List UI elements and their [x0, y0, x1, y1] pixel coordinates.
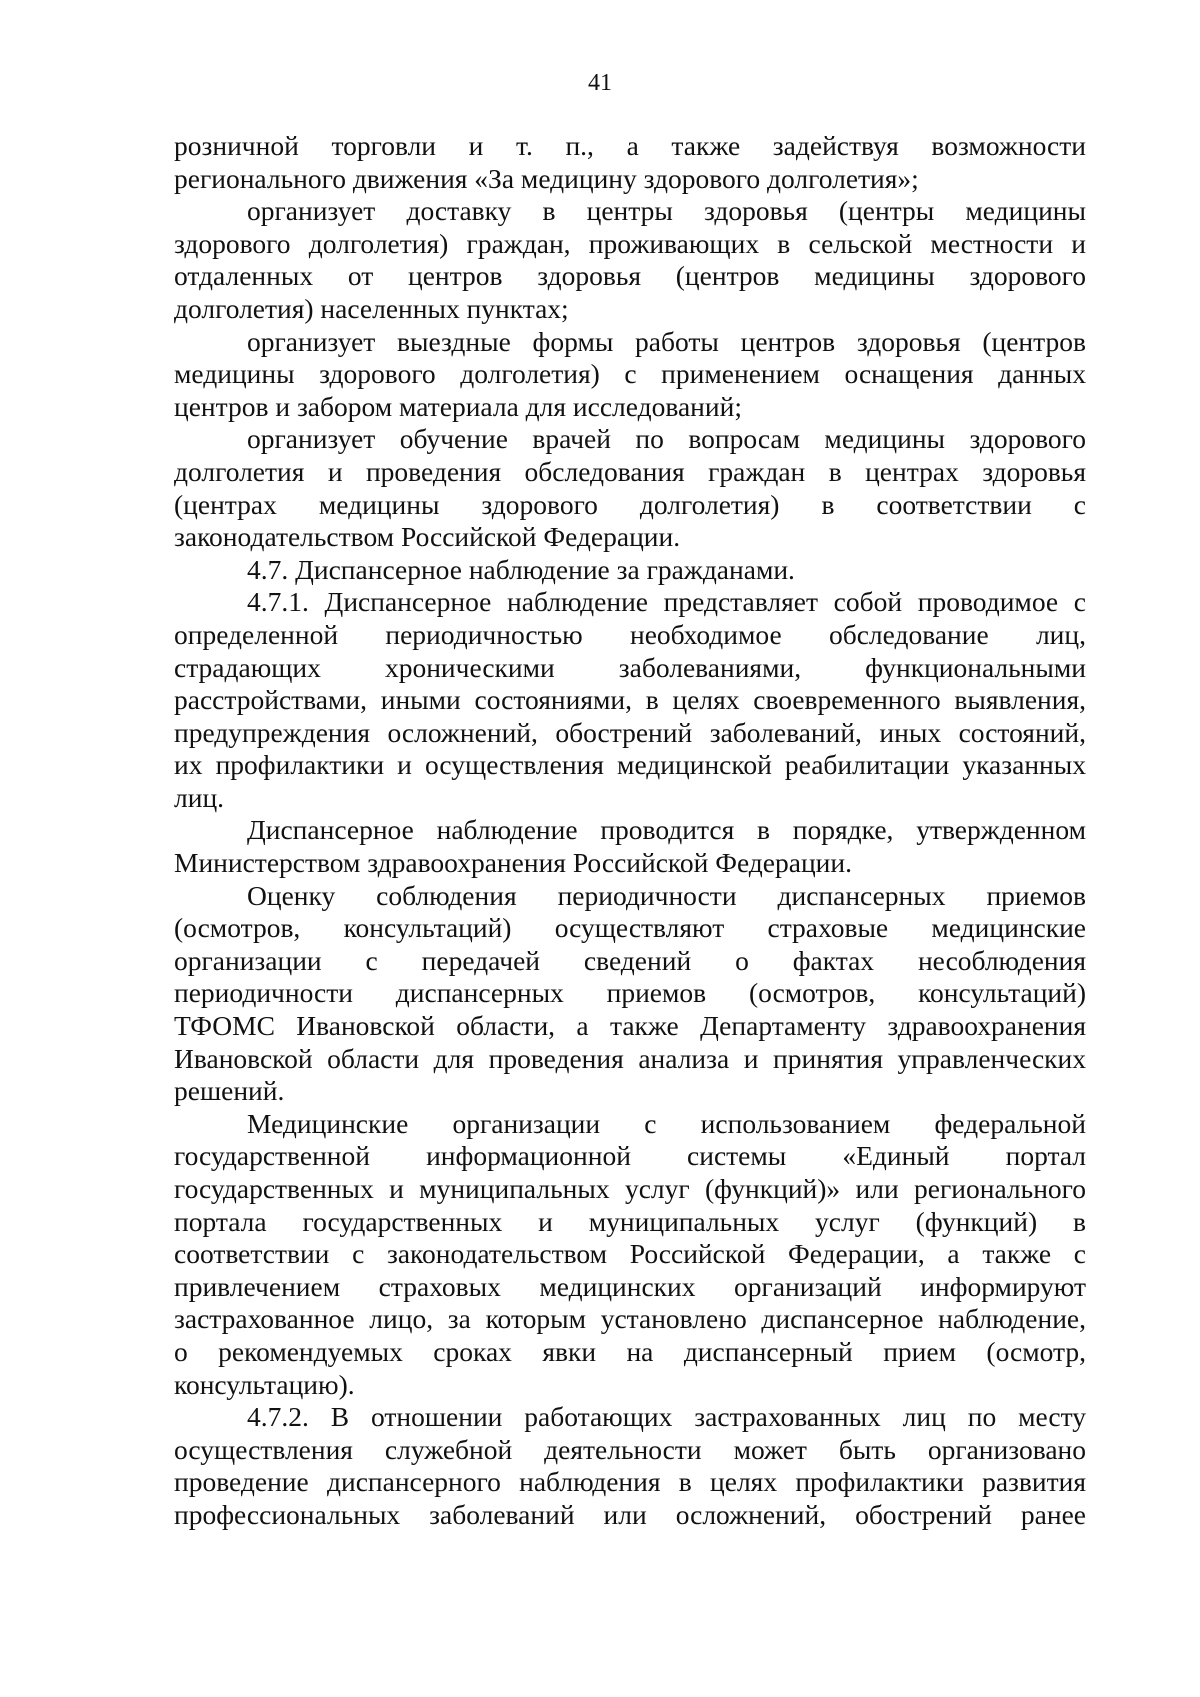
paragraph [174, 880, 1086, 1108]
text-line: лиц. [174, 781, 225, 813]
paragraph [174, 195, 1086, 325]
text-line: профессиональных заболеваний или осложнений, обострений ранее [174, 1498, 1086, 1530]
text-line: организации с передачей сведений о фактах несоблюдения [174, 944, 1086, 976]
text-line: проведение диспансерного наблюдения в целях профилактики развития [174, 1466, 1086, 1498]
paragraph [174, 586, 1086, 814]
paragraph [174, 1401, 1086, 1531]
text-line: регионального движения «За медицину здорового долголетия»; [174, 162, 919, 194]
text-line: здорового долголетия) граждан, проживающих в сельской местности и [174, 227, 1086, 259]
text-line: (центрах медицины здорового долголетия) в соответствии с [174, 488, 1086, 520]
text-line: решений. [174, 1075, 285, 1107]
text-line: законодательством Российской Федерации. [174, 521, 681, 553]
text-line: периодичности диспансерных приемов (осмотров, консультаций) [174, 977, 1086, 1009]
text-line: их профилактики и осуществления медицинской реабилитации указанных [174, 749, 1086, 781]
text-line: определенной периодичностью необходимое обследование лиц, [174, 618, 1086, 650]
text-line: Диспансерное наблюдение проводится в порядке, утвержденном [247, 814, 1086, 846]
text-line: портала государственных и муниципальных услуг (функций) в [174, 1205, 1086, 1237]
text-line: центров и забором материала для исследований; [174, 390, 742, 422]
text-line: (осмотров, консультаций) осуществляют страховые медицинские [174, 912, 1086, 944]
text-line: государственных и муниципальных услуг (функций)» или регионального [174, 1173, 1086, 1204]
text-line: расстройствами, иными состояниями, в целях своевременного выявления, [174, 684, 1086, 716]
text-line: 4.7. Диспансерное наблюдение за гражданами. [247, 553, 795, 585]
paragraph [174, 814, 1086, 879]
text-line: организует доставку в центры здоровья (центры медицины [247, 195, 1086, 227]
paragraph [174, 1108, 1086, 1401]
text-line: Медицинские организации с использованием федеральной [247, 1107, 1086, 1139]
document-body [174, 130, 1086, 1532]
text-line: 4.7.1. Диспансерное наблюдение представляет собой проводимое с [247, 586, 1086, 618]
text-line: соответствии с законодательством Российской Федерации, а также с [174, 1238, 1086, 1270]
text-line: Оценку соблюдения периодичности диспансерных приемов [247, 879, 1086, 911]
text-line: долголетия) населенных пунктах; [174, 292, 569, 324]
paragraph [174, 423, 1086, 553]
paragraph [174, 130, 1086, 195]
page-number: 41 [588, 70, 612, 96]
text-line: привлечением страховых медицинских организаций информируют [174, 1270, 1086, 1302]
text-line: 4.7.2. В отношении работающих застрахованных лиц по месту [247, 1401, 1086, 1433]
text-line: застрахованное лицо, за которым установлено диспансерное наблюдение, [174, 1303, 1086, 1335]
text-line: государственной информационной системы «Единый портал [174, 1140, 1086, 1172]
text-line: розничной торговли и т. п., а также задействуя возможности [174, 130, 1086, 161]
text-line: организует обучение врачей по вопросам медицины здорового [247, 423, 1086, 455]
text-line: консультацию). [174, 1368, 355, 1400]
text-line: предупреждения осложнений, обострений заболеваний, иных состояний, [174, 716, 1086, 748]
text-line: отдаленных от центров здоровья (центров медицины здорового [174, 260, 1086, 292]
text-line: организует выездные формы работы центров здоровья (центров [247, 325, 1086, 357]
text-line: ТФОМС Ивановской области, а также Департаменту здравоохранения [174, 1010, 1086, 1042]
text-line: Министерством здравоохранения Российской Федерации. [174, 847, 852, 879]
text-line: страдающих хроническими заболеваниями, функциональными [174, 651, 1086, 683]
text-line: долголетия и проведения обследования граждан в центрах здоровья [174, 455, 1086, 487]
paragraph [174, 326, 1086, 424]
text-line: осуществления служебной деятельности может быть организовано [174, 1433, 1086, 1465]
text-line: медицины здорового долголетия) с применением оснащения данных [174, 358, 1086, 390]
paragraph [174, 554, 1086, 587]
text-line: Ивановской области для проведения анализа и принятия управленческих [174, 1042, 1086, 1074]
text-line: о рекомендуемых сроках явки на диспансерный прием (осмотр, [174, 1335, 1086, 1367]
